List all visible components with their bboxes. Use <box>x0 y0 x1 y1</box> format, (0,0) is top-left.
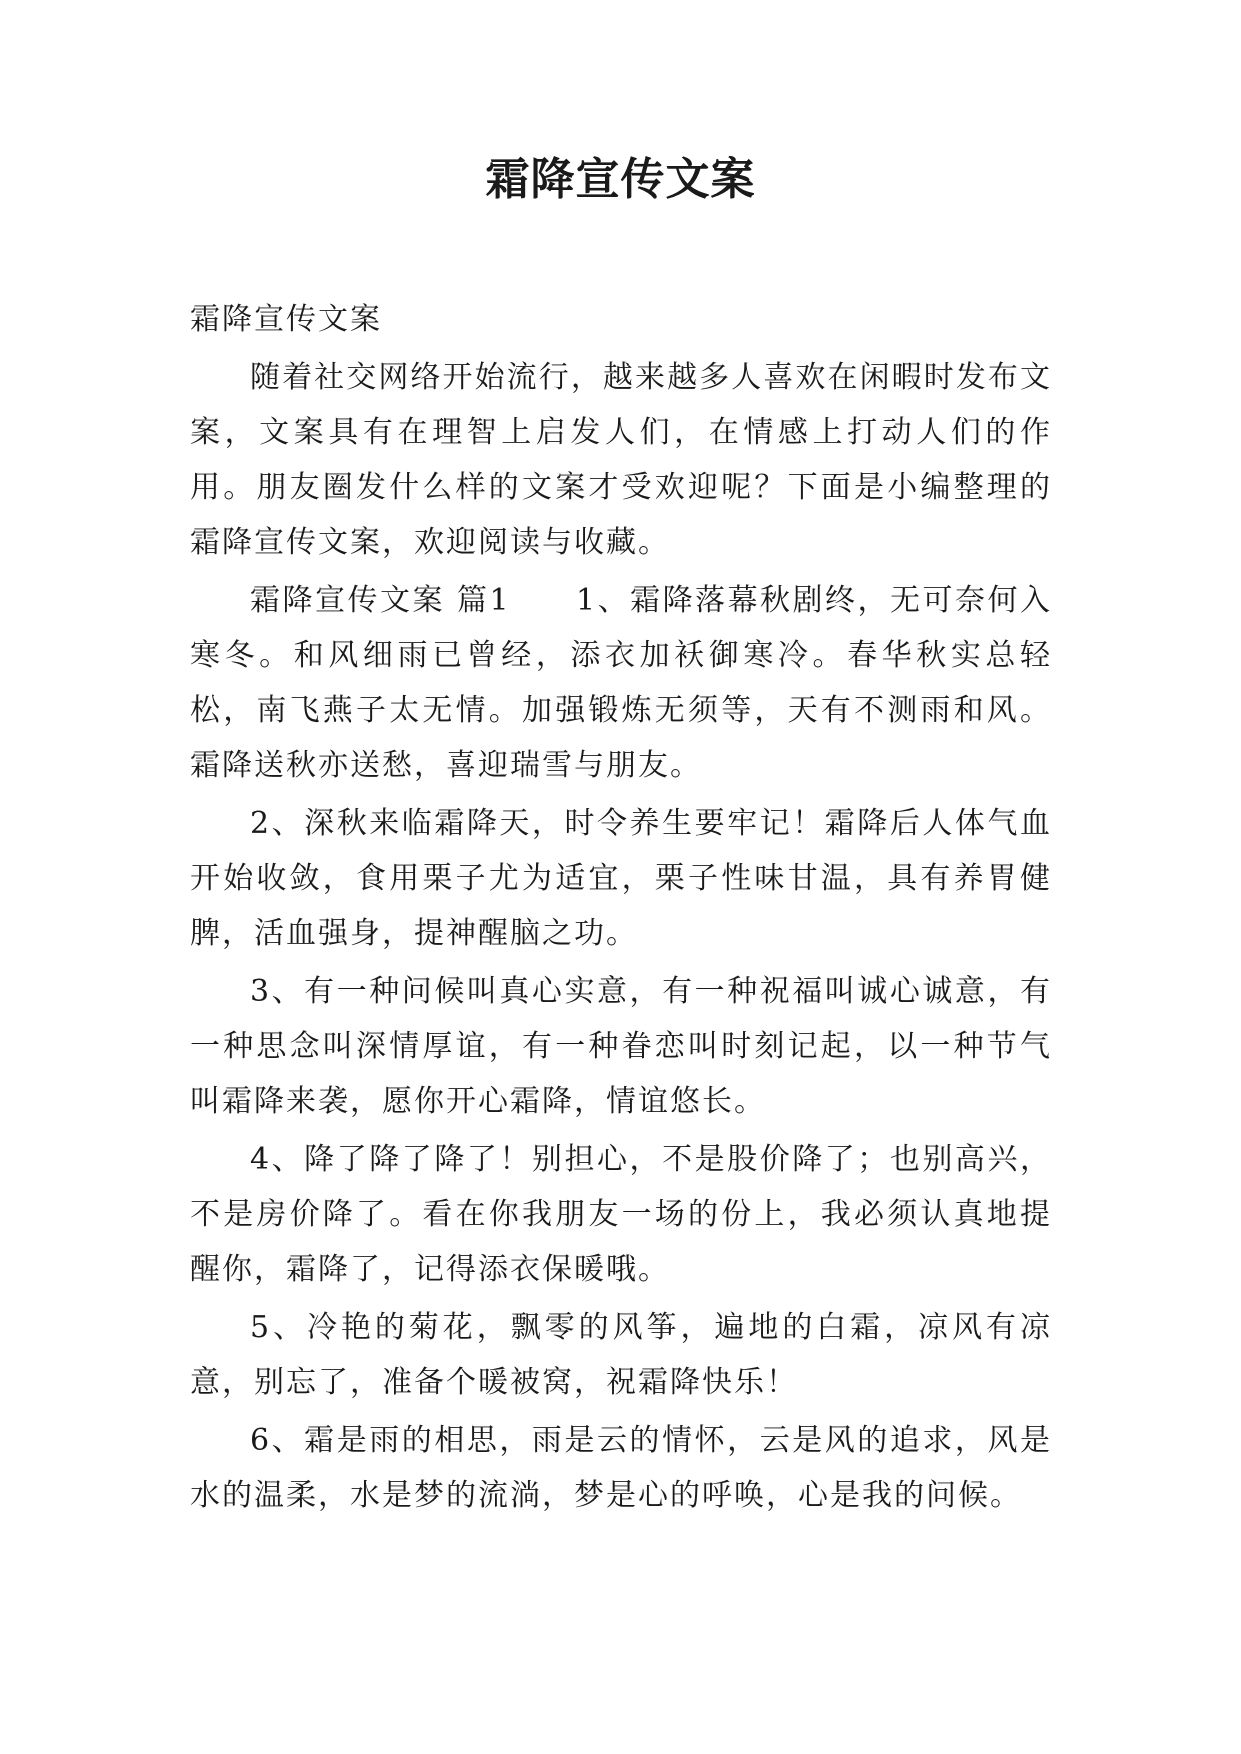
paragraph-item-1: 霜降宣传文案 篇1 1、霜降落幕秋剧终，无可奈何入寒冬。和风细雨已曾经，添衣加袄御寒冷。春华秋实总轻松，南飞燕子太无情。加强锻炼无须等，天有不测雨和风。霜降送秋亦送愁，喜迎瑞雪与朋友。 <box>190 583 1052 783</box>
paragraph-item-4: 4、降了降了降了！别担心，不是股价降了；也别高兴，不是房价降了。看在你我朋友一场的份上，我必须认真地提醒你，霜降了，记得添衣保暖哦。 <box>190 1142 1052 1287</box>
paragraph-item-2: 2、深秋来临霜降天，时令养生要牢记！霜降后人体气血开始收敛，食用栗子尤为适宜，栗子性味甘温，具有养胃健脾，活血强身，提神醒脑之功。 <box>190 806 1052 951</box>
paragraph-intro: 随着社交网络开始流行，越来越多人喜欢在闲暇时发布文案，文案具有在理智上启发人们，在情感上打动人们的作用。朋友圈发什么样的文案才受欢迎呢？下面是小编整理的霜降宣传文案，欢迎阅读与收藏。 <box>190 360 1052 560</box>
document-title: 霜降宣传文案 <box>485 154 756 205</box>
paragraph-heading: 霜降宣传文案 <box>190 302 382 337</box>
paragraph-item-5: 5、冷艳的菊花，飘零的风筝，遍地的白霜，凉风有凉意，别忘了，准备个暖被窝，祝霜降快乐！ <box>190 1310 1052 1400</box>
paragraph-item-6: 6、霜是雨的相思，雨是云的情怀，云是风的追求，风是水的温柔，水是梦的流淌，梦是心的呼唤，心是我的问候。 <box>190 1423 1052 1513</box>
document-body <box>190 292 1052 1523</box>
paragraph-item-3: 3、有一种问候叫真心实意，有一种祝福叫诚心诚意，有一种思念叫深情厚谊，有一种眷恋叫时刻记起，以一种节气叫霜降来袭，愿你开心霜降，情谊悠长。 <box>190 974 1052 1119</box>
